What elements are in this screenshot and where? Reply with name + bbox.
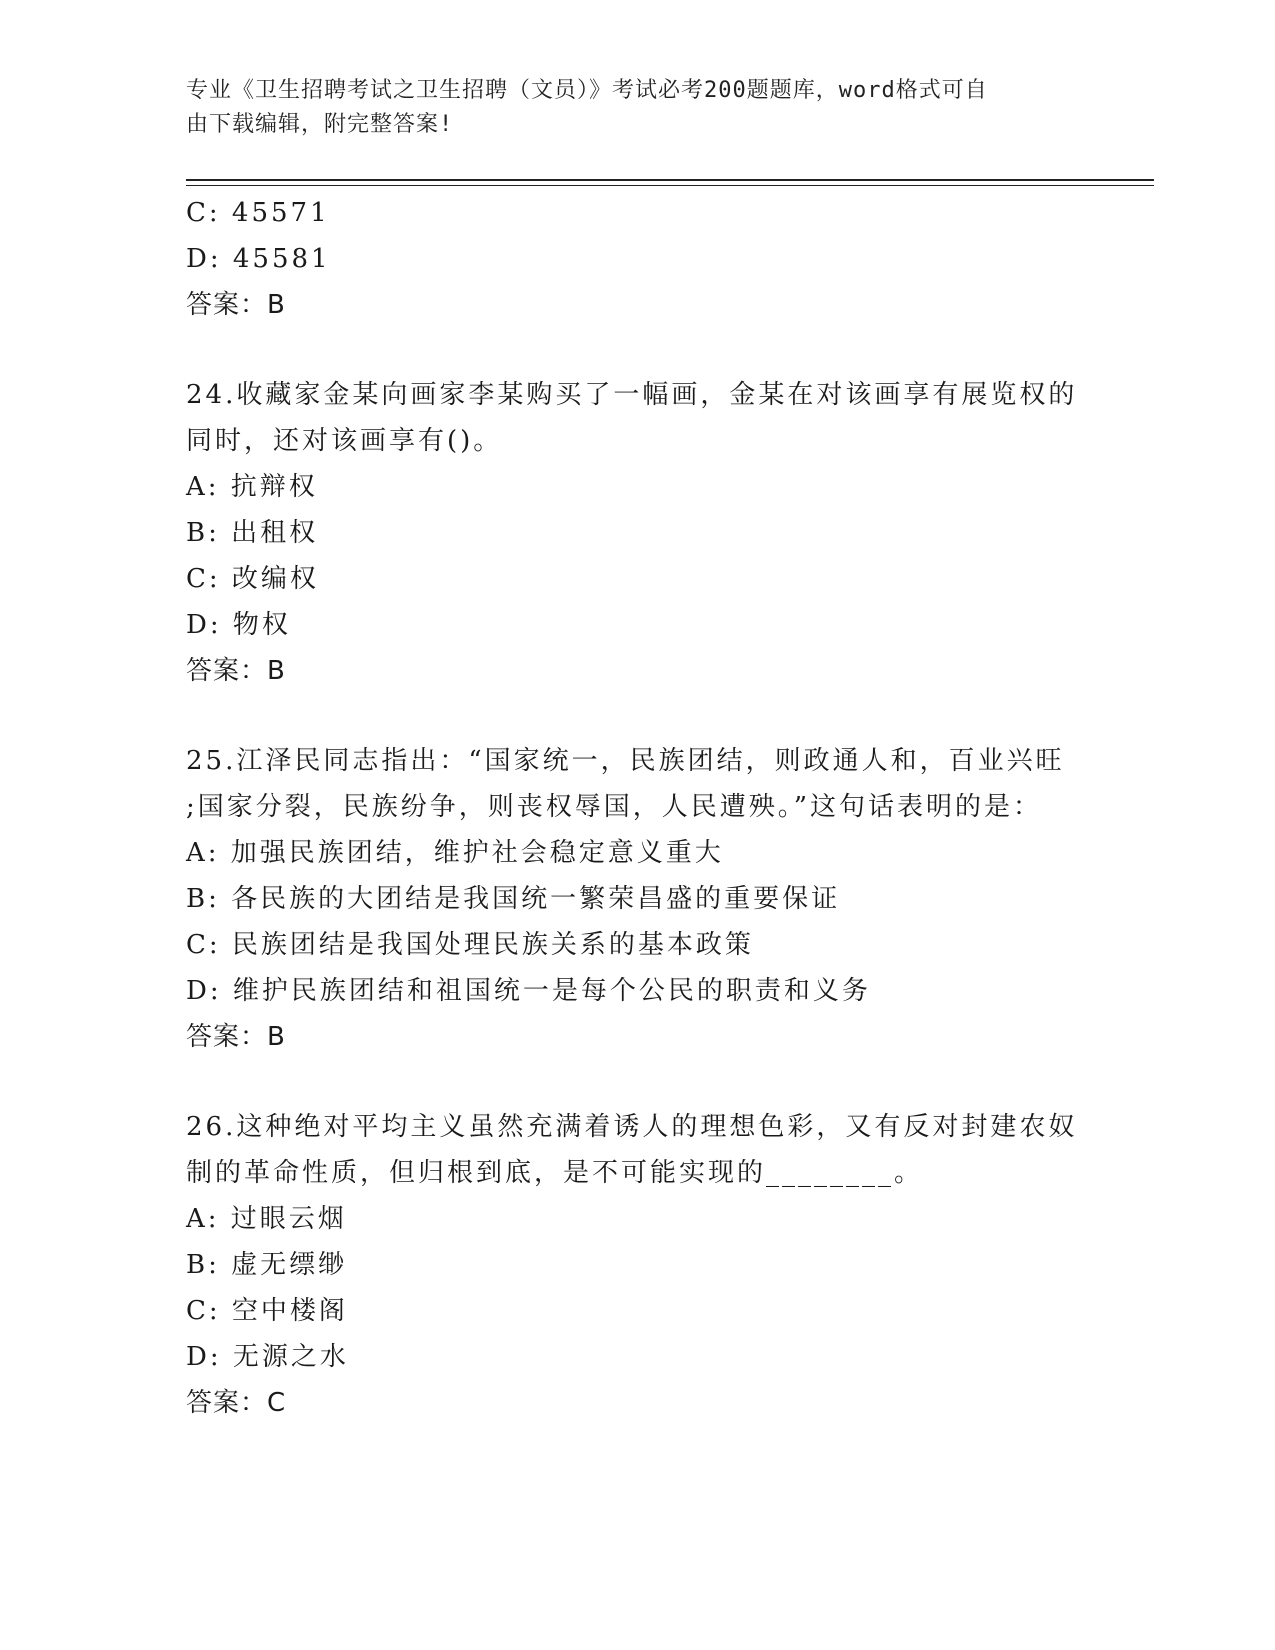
option-c: C: 民族团结是我国处理民族关系的基本政策 [186, 930, 754, 960]
question-list [186, 190, 1086, 1426]
header-divider-thin [186, 185, 1154, 186]
header-line-2: 由下载编辑，附完整答案! [186, 112, 454, 137]
question-26 [186, 1104, 1086, 1426]
document-header [186, 74, 1076, 142]
question-stem: 24.收藏家金某向画家李某购买了一幅画，金某在对该画享有展览权的 [186, 380, 1078, 410]
option-b: B: 各民族的大团结是我国统一繁荣昌盛的重要保证 [186, 884, 841, 914]
answer-line: 答案：C [186, 1388, 287, 1418]
option-b: B: 虚无缥缈 [186, 1250, 348, 1280]
answer-line: 答案：B [186, 290, 286, 320]
question-stem: 25.江泽民同志指出：“国家统一，民族团结，则政通人和，百业兴旺 [186, 746, 1065, 776]
question-stem: ;国家分裂，民族纷争，则丧权辱国，人民遭殃。”这句话表明的是： [186, 792, 1043, 822]
option-a: A: 过眼云烟 [186, 1204, 347, 1234]
question-stem: 同时，还对该画享有()。 [186, 426, 503, 456]
option-c: C: 45571 [186, 198, 330, 228]
option-c: C: 空中楼阁 [186, 1296, 348, 1326]
option-b: B: 出租权 [186, 518, 319, 548]
option-d: D: 无源之水 [186, 1342, 349, 1372]
question-25 [186, 738, 1086, 1060]
answer-line: 答案：B [186, 1022, 286, 1052]
option-d: D: 45581 [186, 244, 331, 274]
option-a: A: 加强民族团结，维护社会稳定意义重大 [186, 838, 724, 868]
option-c: C: 改编权 [186, 564, 319, 594]
question-stem: 26.这种绝对平均主义虽然充满着诱人的理想色彩，又有反对封建农奴 [186, 1112, 1078, 1142]
header-divider-thick [186, 179, 1154, 181]
option-d: D: 物权 [186, 610, 291, 640]
option-a: A: 抗辩权 [186, 472, 318, 502]
question-24 [186, 372, 1086, 694]
question-carryover [186, 190, 1086, 328]
header-line-1: 专业《卫生招聘考试之卫生招聘（文员）》考试必考200题题库，word格式可自 [186, 78, 988, 103]
option-d: D: 维护民族团结和祖国统一是每个公民的职责和义务 [186, 976, 871, 1006]
answer-line: 答案：B [186, 656, 286, 686]
question-stem: 制的革命性质，但归根到底，是不可能实现的________。 [186, 1158, 924, 1188]
